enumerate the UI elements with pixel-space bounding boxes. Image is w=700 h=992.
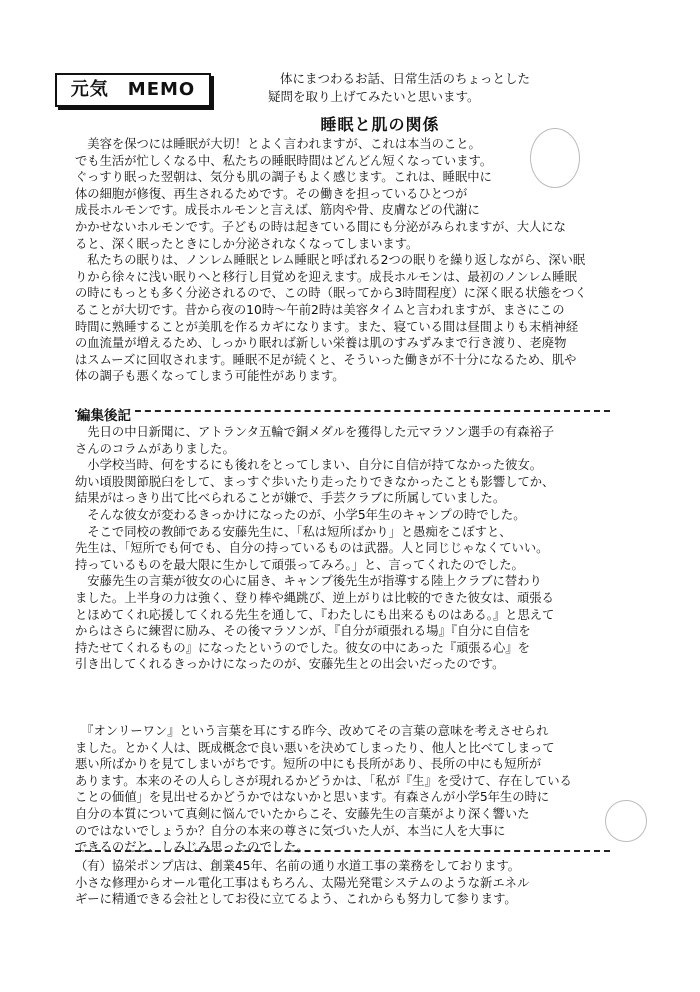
article-line: はスムーズに回収されます。睡眠不足が続くと、そういった働きが不十分になるため、肌や [75, 352, 577, 367]
memo-label: 元気 MEMO [55, 73, 211, 107]
editorial-line: さんのコラムがありました。 [75, 441, 235, 456]
editorial-line: からはさらに練習に励み、その後マラソンが、『自分が頑張れる場』『自分に自信を [75, 624, 531, 639]
editorial-line: とほめてくれ応援してくれる先生を通して、『わたしにも出来るものはある。』と思えて [75, 607, 555, 622]
editorial-line: そこで同校の教師である安藤先生に、「私は短所ばかり」と愚痴をこぼすと、 [75, 524, 512, 539]
editorial-heading: 編集後記 [77, 404, 135, 424]
editorial-line: 幼い頃股関節脱臼をして、まっすぐ歩いたり走ったりできなかったことも影響してか、 [75, 474, 555, 489]
editorial-line: できるのだと、しみじみ思ったのでした。 [75, 840, 309, 855]
intro-line-2: 疑問を取り上げてみたいと思います。 [268, 89, 480, 104]
editorial-line: ことの価値」を見出せるかどうかではないかと思います。有森さんが小学5年生の時に [75, 790, 550, 805]
article-line: ることが大切です。昔から夜の10時～午前2時は美容タイムと言われますが、まさにこの [75, 302, 565, 317]
article-line: の血流量が増えるため、しっかり眠れば新しい栄養は肌のすみずみまで行き渡り、老廃物 [75, 336, 567, 351]
footer-line: ギーに精通できる会社としてお役に立てるよう、これからも努力して参ります。 [75, 892, 517, 907]
article-line: ぐっすり眠った翌朝は、気分も肌の調子もよく感じます。これは、睡眠中に [75, 170, 492, 185]
editorial-line: 先日の中日新聞に、アトランタ五輪で銅メダルを獲得した元マラソン選手の有森裕子 [75, 425, 555, 439]
article-body [75, 136, 587, 385]
section-divider [75, 410, 610, 412]
editorial-line: 小学校当時、何をするにも後れをとってしまい、自分に自信が持てなかった彼女。 [75, 458, 543, 473]
article-line: 体の調子も悪くなってしまう可能性があります。 [75, 369, 345, 384]
editorial-line: 自分の本質について真剣に悩んでいたからこそ、安藤先生の言葉がより深く響いた [75, 806, 530, 821]
article-line: 体の細胞が修復、再生されるためです。その働きを担っているひとつが [75, 186, 468, 201]
article-line: の時にもっとも多く分泌されるので、この時（眠ってから3時間程度）に深く眠る状態をつく [75, 286, 587, 301]
editorial-line: あります。本来のその人らしさが現れるかどうかは、「私が『生』を受けて、存在している [75, 773, 572, 788]
editorial-line: のではないでしょうか？自分の本来の尊さに気づいた人が、本当に人を大事に [75, 823, 506, 838]
article-line: ると、深く眠ったときにしか分泌されなくなってしまいます。 [75, 236, 419, 251]
editorial-body-2 [75, 723, 572, 856]
editorial-body [75, 424, 554, 673]
footer-text [75, 858, 529, 908]
editorial-line: そんな彼女が変わるきっかけになったのが、小学5年生のキャンプの時でした。 [75, 507, 526, 522]
editorial-line: ました。とかく人は、既成概念で良い悪いを決めてしまったり、他人と比べてしまって [75, 740, 555, 755]
article-line: 成長ホルモンです。成長ホルモンと言えば、筋肉や骨、皮膚などの代謝に [75, 203, 480, 218]
article-line: かかせないホルモンです。子どもの時は起きている間にも分泌がみられますが、大人にな [75, 219, 566, 234]
editorial-line: 『オンリーワン』という言葉を耳にする昨今、改めてその言葉の意味を考えさせられ [75, 724, 549, 738]
article-line: りから徐々に浅い眠りへと移行し目覚めを迎えます。成長ホルモンは、最初のノンレム睡眠 [75, 269, 577, 284]
footer-divider [75, 850, 610, 852]
article-line: 美容を保つには睡眠が大切！とよく言われますが、これは本当のこと。 [75, 137, 481, 151]
article-line: でも生活が忙しくなる中、私たちの睡眠時間はどんどん短くなっています。 [75, 153, 493, 168]
decorative-doodle [605, 800, 647, 842]
article-line: 私たちの眠りは、ノンレム睡眠とレム睡眠と呼ばれる2つの眠りを繰り返しながら、深い眠 [75, 253, 586, 268]
intro-line-1: 体にまつわるお話、日常生活のちょっとした [280, 71, 531, 86]
footer-line: （有）協栄ポンプ店は、創業45年、名前の通り水道工事の業務をしております。 [75, 859, 521, 873]
footer-line: 小さな修理からオール電化工事はもちろん、太陽光発電システムのような新エネル [75, 875, 530, 890]
editorial-line: 結果がはっきり出て比べられることが嫌で、手芸クラブに所属していました。 [75, 491, 506, 506]
editorial-line: 先生は、「短所でも何でも、自分の持っているものは武器。人と同じじゃなくていい。 [75, 541, 549, 556]
editorial-line: 悪い所ばかりを見てしまいがちです。短所の中にも長所があり、長所の中にも短所が [75, 757, 542, 772]
editorial-line: 安藤先生の言葉が彼女の心に届き、キャンプ後先生が指導する陸上クラブに替わり [75, 574, 542, 589]
editorial-line: 持っているものを最大限に生かして頑張ってみろ。」と、言ってくれたのでした。 [75, 557, 524, 572]
article-title: 睡眠と肌の関係 [320, 115, 440, 134]
editorial-line: 引き出してくれるきっかけになったのが、安藤先生との出会いだったのです。 [75, 657, 505, 672]
article-line: 時間に熟睡することが美肌を作るカギになります。また、寝ている間は昼間よりも末梢神経 [75, 319, 579, 334]
editorial-line: 持たせてくれるもの』になったというのでした。彼女の中にあった『頑張る心』を [75, 640, 530, 655]
editorial-line: ました。上半身の力は強く、登り棒や縄跳び、逆上がりは比較的できた彼女は、頑張る [75, 590, 554, 605]
intro-text [268, 70, 598, 106]
